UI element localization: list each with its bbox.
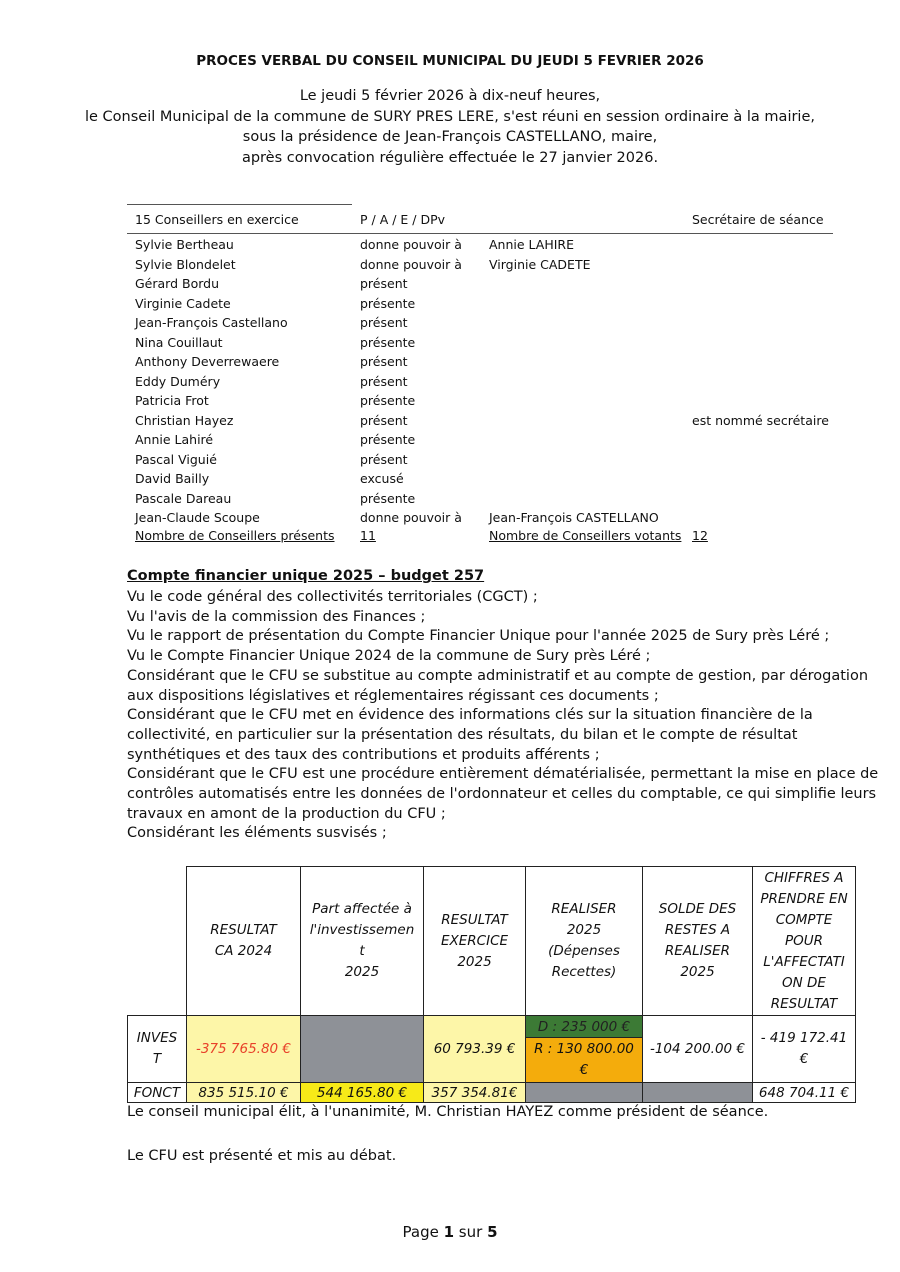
intro-line: après convocation régulière effectuée le 27 janvier 2026. xyxy=(241,150,659,167)
row-label: INVES T xyxy=(128,1016,187,1083)
cell: R : 130 800.00 € xyxy=(526,1038,643,1083)
status: excusé xyxy=(360,471,404,486)
page-number xyxy=(0,1223,900,1241)
paragraph: Vu le rapport de présentation du Compte Financier Unique pour l'année 2025 de Sury près Léré ; xyxy=(127,628,830,645)
page-mid: sur xyxy=(454,1223,488,1241)
status: présente xyxy=(360,393,416,408)
attendance-row xyxy=(127,354,833,373)
page-total: 5 xyxy=(487,1223,498,1241)
member-name: Pascale Dareau xyxy=(135,490,232,506)
intro-line: Le jeudi 5 février 2026 à dix-neuf heures, xyxy=(299,88,601,104)
table-row-invest xyxy=(128,1016,856,1038)
attendance-row xyxy=(127,413,833,432)
page-prefix: Page xyxy=(402,1223,444,1241)
paragraph: Considérant que le CFU se substitue au compte administratif et au compte de gestion, par dérogation aux dispositions législatives et réglementaires régissant ces documents ; xyxy=(127,667,869,704)
attendance-row xyxy=(127,257,833,276)
secretary-note: est nommé secrétaire xyxy=(692,412,829,428)
voters-count: 12 xyxy=(692,528,708,543)
header-cell: CHIFFRES A PRENDRE EN COMPTE POUR L'AFFECTATI ON DE RESULTAT xyxy=(753,867,856,1016)
member-name: Nina Couillaut xyxy=(135,334,223,350)
proxy-to: Jean-François CASTELLANO xyxy=(489,510,659,525)
status: donne pouvoir à xyxy=(360,510,462,525)
paragraph: Considérant que le CFU met en évidence des informations clés sur la situation financière de la collectivité, en particulier sur la présentation des résultats, du bilan et le compte de résultat synthétiques et des taux des contributions et produits afférents ; xyxy=(127,707,813,763)
member-name: Sylvie Bertheau xyxy=(135,237,234,252)
member-name: Anthony Deverrewaere xyxy=(135,354,280,369)
member-name: Sylvie Blondelet xyxy=(135,256,236,272)
financial-table xyxy=(127,866,856,1103)
table-header-row xyxy=(128,867,856,1016)
cell: -375 765.80 € xyxy=(187,1016,301,1083)
paragraph: Vu le code général des collectivités territoriales (CGCT) ; xyxy=(127,589,538,605)
attendance-summary xyxy=(127,528,833,547)
header-cell: RESULTAT EXERCICE 2025 xyxy=(424,867,526,1016)
cell xyxy=(526,1083,643,1103)
attendance-row xyxy=(127,315,833,334)
cell: -104 200.00 € xyxy=(643,1016,753,1083)
document-title: PROCES VERBAL DU CONSEIL MUNICIPAL DU JEUDI 5 FEVRIER 2026 xyxy=(196,53,704,69)
proxy-to: Virginie CADETE xyxy=(489,256,591,272)
cell: 357 354.81€ xyxy=(424,1083,526,1103)
divider xyxy=(127,204,352,205)
cell: 835 515.10 € xyxy=(187,1083,301,1103)
proxy-to: Annie LAHIRE xyxy=(489,237,575,252)
intro xyxy=(0,86,900,169)
header-cell: P / A / E / DPv xyxy=(360,212,446,227)
member-name: Pascal Viguié xyxy=(135,451,217,467)
status: présente xyxy=(360,295,416,311)
voters-label: Nombre de Conseillers votants xyxy=(489,528,682,543)
header-cell: RESULTAT CA 2024 xyxy=(187,867,301,1016)
status: présente xyxy=(360,432,416,447)
empty-cell xyxy=(128,867,187,1016)
member-name: Jean-Claude Scoupe xyxy=(135,510,260,525)
member-name: Eddy Duméry xyxy=(135,373,221,389)
member-name: Annie Lahiré xyxy=(135,432,214,447)
attendance-header xyxy=(127,212,833,234)
intro-line: le Conseil Municipal de la commune de SURY PRES LERE, s'est réuni en session ordinaire à la mairie, xyxy=(84,108,815,125)
present-count: 11 xyxy=(360,528,376,543)
member-name: Virginie Cadete xyxy=(135,295,231,311)
attendance-row xyxy=(127,237,833,256)
paragraph: Le conseil municipal élit, à l'unanimité, M. Christian HAYEZ comme président de séance. xyxy=(127,1104,769,1120)
header-cell: 15 Conseillers en exercice xyxy=(135,212,299,227)
cell: 60 793.39 € xyxy=(424,1016,526,1083)
paragraph: Vu le Compte Financier Unique 2024 de la commune de Sury près Léré ; xyxy=(127,648,651,665)
attendance-row xyxy=(127,374,833,393)
status: présent xyxy=(360,315,408,330)
member-name: Jean-François Castellano xyxy=(135,315,288,330)
cell: 648 704.11 € xyxy=(753,1083,856,1103)
cell: - 419 172.41 € xyxy=(753,1016,856,1083)
attendance-row xyxy=(127,510,833,529)
attendance-row xyxy=(127,296,833,315)
intro-line: sous la présidence de Jean-François CASTELLANO, maire, xyxy=(242,129,658,146)
member-name: Patricia Frot xyxy=(135,393,209,408)
status: présent xyxy=(360,451,408,467)
attendance-row xyxy=(127,452,833,471)
status: présent xyxy=(360,354,408,369)
header-cell: REALISER 2025 (Dépenses Recettes) xyxy=(526,867,643,1016)
paragraphs xyxy=(127,588,887,844)
attendance-row xyxy=(127,491,833,510)
attendance-row xyxy=(127,393,833,412)
status: présente xyxy=(360,490,416,506)
cell xyxy=(301,1016,424,1083)
header-cell: SOLDE DES RESTES A REALISER 2025 xyxy=(643,867,753,1016)
status: donne pouvoir à xyxy=(360,237,462,252)
header-cell: Part affectée à l'investissemen t 2025 xyxy=(301,867,424,1016)
attendance-row xyxy=(127,471,833,490)
member-name: Gérard Bordu xyxy=(135,276,220,291)
member-name: David Bailly xyxy=(135,471,210,486)
paragraph: Vu l'avis de la commission des Finances ; xyxy=(127,608,426,625)
paragraph: Considérant les éléments susvisés ; xyxy=(127,825,387,842)
status: présent xyxy=(360,412,408,428)
attendance-row xyxy=(127,432,833,451)
cell xyxy=(643,1083,753,1103)
header-cell: Secrétaire de séance xyxy=(692,212,824,227)
status: présente xyxy=(360,334,416,350)
cell: 544 165.80 € xyxy=(301,1083,424,1103)
attendance-row xyxy=(127,335,833,354)
member-name: Christian Hayez xyxy=(135,412,234,428)
section-title: Compte financier unique 2025 – budget 257 xyxy=(127,568,485,584)
row-label: FONCT xyxy=(128,1083,187,1103)
cell: D : 235 000 € xyxy=(526,1016,643,1038)
status: présent xyxy=(360,373,408,389)
table-row-fonct xyxy=(128,1083,856,1103)
attendance-row xyxy=(127,276,833,295)
paragraph: Le CFU est présenté et mis au débat. xyxy=(127,1148,397,1164)
paragraph: Considérant que le CFU est une procédure entièrement dématérialisée, permettant la mise en place de contrôles automatisés entre les données de l'ordonnateur et celles du comptable, ce qui simplifie leurs travaux en amont de la production du CFU ; xyxy=(127,766,879,822)
page-current: 1 xyxy=(443,1223,455,1241)
status: donne pouvoir à xyxy=(360,256,462,272)
present-label: Nombre de Conseillers présents xyxy=(135,528,335,543)
status: présent xyxy=(360,276,408,291)
